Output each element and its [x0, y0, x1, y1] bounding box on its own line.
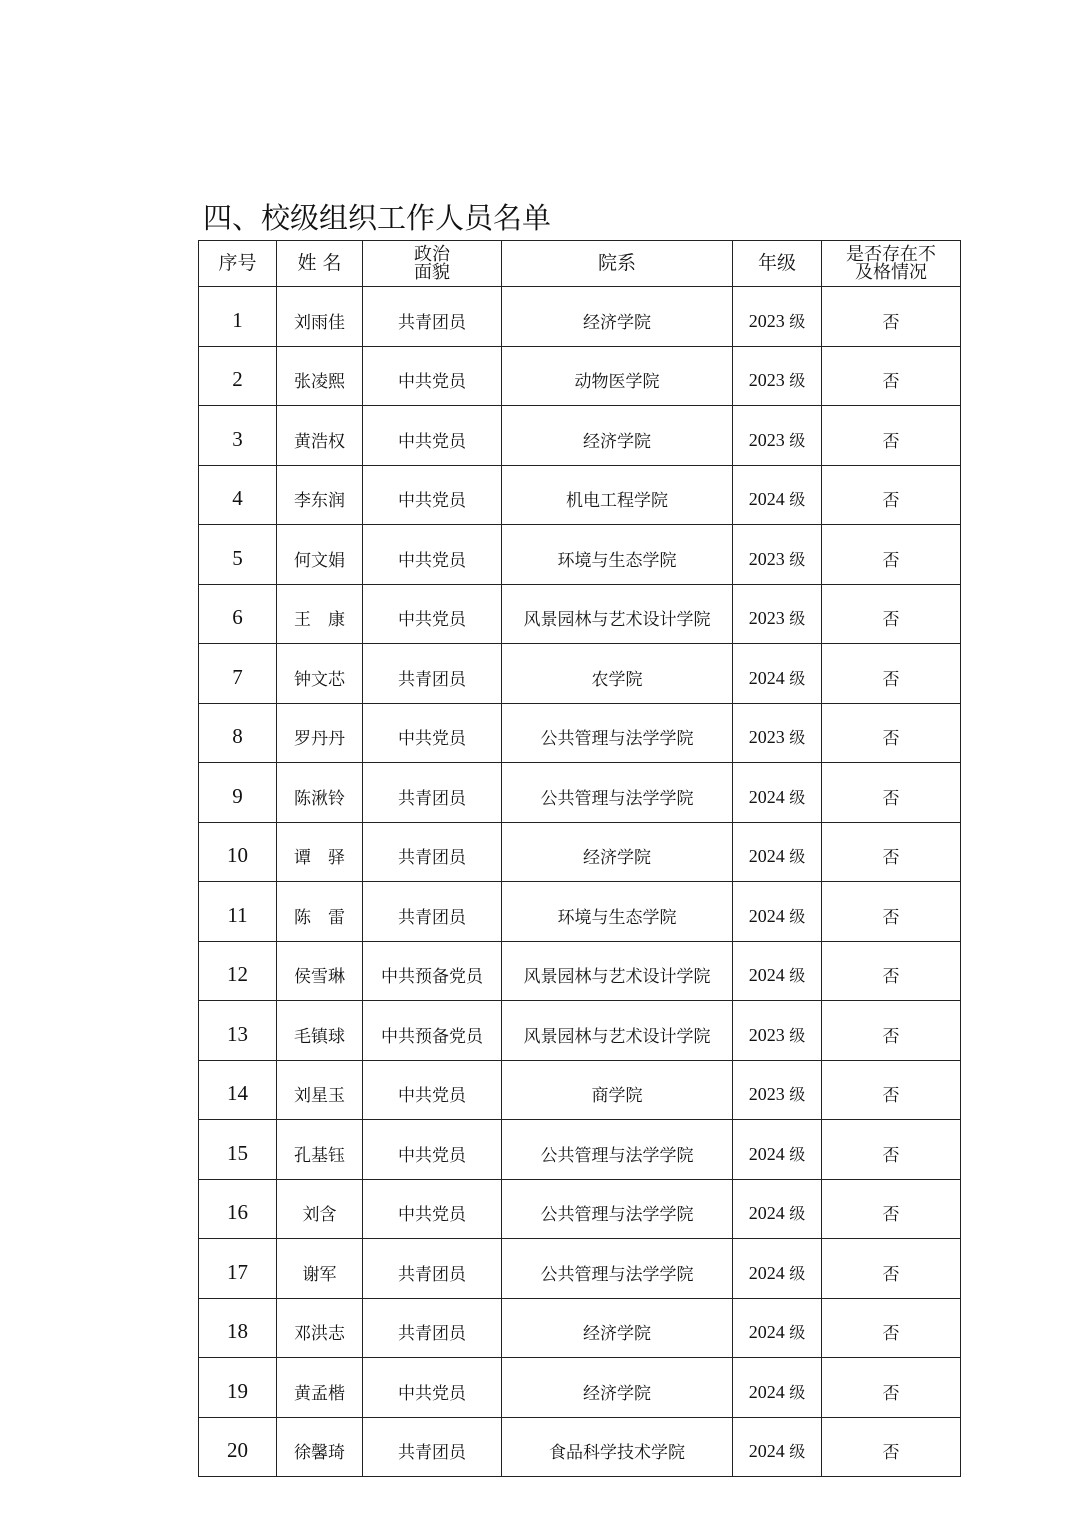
row-grade [733, 703, 822, 763]
header-failing-line2: 及格情况 [855, 261, 927, 283]
row-grade-unit: 级 [789, 1025, 806, 1045]
row-seq: 2 [199, 346, 277, 406]
row-department: 公共管理与法学学院 [502, 1179, 733, 1239]
row-political-status: 中共预备党员 [363, 941, 502, 1001]
row-political-status: 共青团员 [363, 822, 502, 882]
row-name: 刘雨佳 [277, 287, 363, 347]
header-seq: 序号 [199, 241, 277, 287]
row-department: 机电工程学院 [502, 465, 733, 525]
table-row [199, 644, 961, 704]
row-grade-year: 2024 [748, 489, 785, 510]
row-seq: 13 [199, 1001, 277, 1061]
row-grade-year: 2023 [748, 1024, 785, 1045]
row-name: 谢军 [277, 1239, 363, 1299]
row-failing-status: 否 [822, 465, 961, 525]
row-failing-status: 否 [822, 1001, 961, 1061]
table-row [199, 406, 961, 466]
table-row [199, 525, 961, 585]
row-political-status: 中共党员 [363, 1060, 502, 1120]
row-grade [733, 1239, 822, 1299]
row-grade [733, 287, 822, 347]
row-grade-year: 2024 [748, 905, 785, 926]
row-department: 经济学院 [502, 1358, 733, 1418]
row-seq: 17 [199, 1239, 277, 1299]
row-grade-unit: 级 [789, 906, 806, 926]
header-political-line1: 政治 [414, 243, 450, 265]
row-grade [733, 1120, 822, 1180]
row-name: 何文娟 [277, 525, 363, 585]
row-political-status: 中共党员 [363, 584, 502, 644]
table-body [199, 287, 961, 1477]
table-row [199, 1417, 961, 1477]
row-political-status: 中共党员 [363, 346, 502, 406]
row-failing-status: 否 [822, 941, 961, 1001]
row-seq: 10 [199, 822, 277, 882]
row-failing-status: 否 [822, 1120, 961, 1180]
row-failing-status: 否 [822, 287, 961, 347]
table-row [199, 1298, 961, 1358]
row-name: 陈湫铃 [277, 763, 363, 823]
row-failing-status: 否 [822, 406, 961, 466]
row-grade-unit: 级 [789, 787, 806, 807]
row-grade [733, 941, 822, 1001]
table-row [199, 1358, 961, 1418]
row-grade-year: 2024 [748, 667, 785, 688]
row-department: 风景园林与艺术设计学院 [502, 941, 733, 1001]
row-grade-year: 2024 [748, 1143, 785, 1164]
row-political-status: 共青团员 [363, 1417, 502, 1477]
row-grade-unit: 级 [789, 668, 806, 688]
row-grade-year: 2024 [748, 846, 785, 867]
row-grade [733, 406, 822, 466]
row-name: 黄浩权 [277, 406, 363, 466]
row-name: 毛镇球 [277, 1001, 363, 1061]
row-grade-year: 2024 [748, 1203, 785, 1224]
table-row [199, 1179, 961, 1239]
row-grade [733, 1298, 822, 1358]
row-grade-year: 2024 [748, 1322, 785, 1343]
row-grade-unit: 级 [789, 490, 806, 510]
row-name: 邓洪志 [277, 1298, 363, 1358]
row-grade-unit: 级 [789, 1442, 806, 1462]
row-failing-status: 否 [822, 1239, 961, 1299]
row-grade-unit: 级 [789, 371, 806, 391]
row-department: 公共管理与法学学院 [502, 1239, 733, 1299]
row-grade-year: 2024 [748, 786, 785, 807]
row-department: 商学院 [502, 1060, 733, 1120]
header-failing-status [822, 241, 961, 287]
row-grade-year: 2023 [748, 370, 785, 391]
row-failing-status: 否 [822, 1060, 961, 1120]
header-political-line2: 面貌 [414, 261, 450, 283]
row-grade-year: 2023 [748, 310, 785, 331]
row-department: 经济学院 [502, 822, 733, 882]
row-grade [733, 1417, 822, 1477]
row-grade [733, 346, 822, 406]
row-grade-year: 2024 [748, 965, 785, 986]
row-grade-unit: 级 [789, 847, 806, 867]
row-grade [733, 584, 822, 644]
row-name: 钟文芯 [277, 644, 363, 704]
row-seq: 20 [199, 1417, 277, 1477]
row-political-status: 中共预备党员 [363, 1001, 502, 1061]
row-name: 李东润 [277, 465, 363, 525]
table-row [199, 882, 961, 942]
row-name: 谭 驿 [277, 822, 363, 882]
row-name: 孔基钰 [277, 1120, 363, 1180]
row-failing-status: 否 [822, 703, 961, 763]
row-grade-unit: 级 [789, 728, 806, 748]
row-seq: 5 [199, 525, 277, 585]
row-department: 动物医学院 [502, 346, 733, 406]
row-seq: 6 [199, 584, 277, 644]
row-seq: 12 [199, 941, 277, 1001]
row-grade-unit: 级 [789, 1382, 806, 1402]
row-political-status: 中共党员 [363, 1358, 502, 1418]
row-political-status: 中共党员 [363, 406, 502, 466]
row-grade-year: 2024 [748, 1441, 785, 1462]
table-row [199, 465, 961, 525]
row-grade [733, 1001, 822, 1061]
row-grade-year: 2024 [748, 1262, 785, 1283]
row-political-status: 共青团员 [363, 644, 502, 704]
header-department: 院系 [502, 241, 733, 287]
row-grade-unit: 级 [789, 966, 806, 986]
row-seq: 4 [199, 465, 277, 525]
table-row [199, 346, 961, 406]
row-department: 风景园林与艺术设计学院 [502, 1001, 733, 1061]
row-failing-status: 否 [822, 763, 961, 823]
row-grade [733, 1060, 822, 1120]
row-seq: 11 [199, 882, 277, 942]
table-row [199, 287, 961, 347]
row-department: 农学院 [502, 644, 733, 704]
row-political-status: 共青团员 [363, 1239, 502, 1299]
row-grade-year: 2024 [748, 1381, 785, 1402]
row-political-status: 中共党员 [363, 465, 502, 525]
row-grade-unit: 级 [789, 1323, 806, 1343]
table-row [199, 1060, 961, 1120]
row-grade [733, 644, 822, 704]
table-row [199, 1001, 961, 1061]
table-row [199, 822, 961, 882]
row-department: 经济学院 [502, 1298, 733, 1358]
row-failing-status: 否 [822, 882, 961, 942]
row-seq: 7 [199, 644, 277, 704]
row-grade-unit: 级 [789, 1144, 806, 1164]
row-grade-year: 2023 [748, 608, 785, 629]
row-failing-status: 否 [822, 644, 961, 704]
row-failing-status: 否 [822, 1358, 961, 1418]
row-grade-unit: 级 [789, 609, 806, 629]
row-name: 张凌熙 [277, 346, 363, 406]
row-grade [733, 882, 822, 942]
row-failing-status: 否 [822, 346, 961, 406]
row-department: 环境与生态学院 [502, 525, 733, 585]
row-political-status: 共青团员 [363, 287, 502, 347]
row-seq: 1 [199, 287, 277, 347]
table-row [199, 1120, 961, 1180]
row-seq: 3 [199, 406, 277, 466]
row-department: 环境与生态学院 [502, 882, 733, 942]
row-name: 王 康 [277, 584, 363, 644]
row-name: 陈 雷 [277, 882, 363, 942]
row-department: 经济学院 [502, 287, 733, 347]
row-grade [733, 1179, 822, 1239]
row-grade-year: 2023 [748, 548, 785, 569]
page-title: 四、校级组织工作人员名单 [203, 201, 552, 235]
row-grade [733, 763, 822, 823]
row-department: 公共管理与法学学院 [502, 703, 733, 763]
row-seq: 15 [199, 1120, 277, 1180]
row-political-status: 中共党员 [363, 525, 502, 585]
row-grade [733, 822, 822, 882]
row-grade-unit: 级 [789, 1085, 806, 1105]
row-political-status: 中共党员 [363, 703, 502, 763]
row-seq: 19 [199, 1358, 277, 1418]
staff-roster-table [198, 240, 961, 1477]
row-department: 公共管理与法学学院 [502, 763, 733, 823]
row-department: 经济学院 [502, 406, 733, 466]
row-grade [733, 525, 822, 585]
row-name: 黄孟楷 [277, 1358, 363, 1418]
row-name: 刘星玉 [277, 1060, 363, 1120]
table-row [199, 703, 961, 763]
row-political-status: 共青团员 [363, 763, 502, 823]
row-failing-status: 否 [822, 1417, 961, 1477]
row-grade-unit: 级 [789, 430, 806, 450]
row-grade-unit: 级 [789, 549, 806, 569]
row-grade-unit: 级 [789, 1263, 806, 1283]
row-political-status: 中共党员 [363, 1120, 502, 1180]
row-grade [733, 1358, 822, 1418]
row-failing-status: 否 [822, 584, 961, 644]
row-seq: 14 [199, 1060, 277, 1120]
header-name: 姓 名 [277, 241, 363, 287]
header-grade: 年级 [733, 241, 822, 287]
row-political-status: 共青团员 [363, 882, 502, 942]
row-grade [733, 465, 822, 525]
row-name: 侯雪琳 [277, 941, 363, 1001]
header-failing-line1: 是否存在不 [846, 243, 936, 265]
row-department: 风景园林与艺术设计学院 [502, 584, 733, 644]
row-failing-status: 否 [822, 525, 961, 585]
row-seq: 18 [199, 1298, 277, 1358]
table-row [199, 941, 961, 1001]
row-failing-status: 否 [822, 822, 961, 882]
row-failing-status: 否 [822, 1179, 961, 1239]
row-department: 公共管理与法学学院 [502, 1120, 733, 1180]
table-header-row [199, 241, 961, 287]
row-political-status: 共青团员 [363, 1298, 502, 1358]
header-political-status [363, 241, 502, 287]
row-department: 食品科学技术学院 [502, 1417, 733, 1477]
row-failing-status: 否 [822, 1298, 961, 1358]
row-grade-year: 2023 [748, 1084, 785, 1105]
row-seq: 16 [199, 1179, 277, 1239]
row-grade-unit: 级 [789, 311, 806, 331]
row-seq: 8 [199, 703, 277, 763]
row-name: 徐馨琦 [277, 1417, 363, 1477]
row-political-status: 中共党员 [363, 1179, 502, 1239]
row-grade-year: 2023 [748, 727, 785, 748]
table-row [199, 584, 961, 644]
row-name: 罗丹丹 [277, 703, 363, 763]
table-row [199, 1239, 961, 1299]
row-grade-year: 2023 [748, 429, 785, 450]
row-grade-unit: 级 [789, 1204, 806, 1224]
table-row [199, 763, 961, 823]
row-name: 刘含 [277, 1179, 363, 1239]
row-seq: 9 [199, 763, 277, 823]
